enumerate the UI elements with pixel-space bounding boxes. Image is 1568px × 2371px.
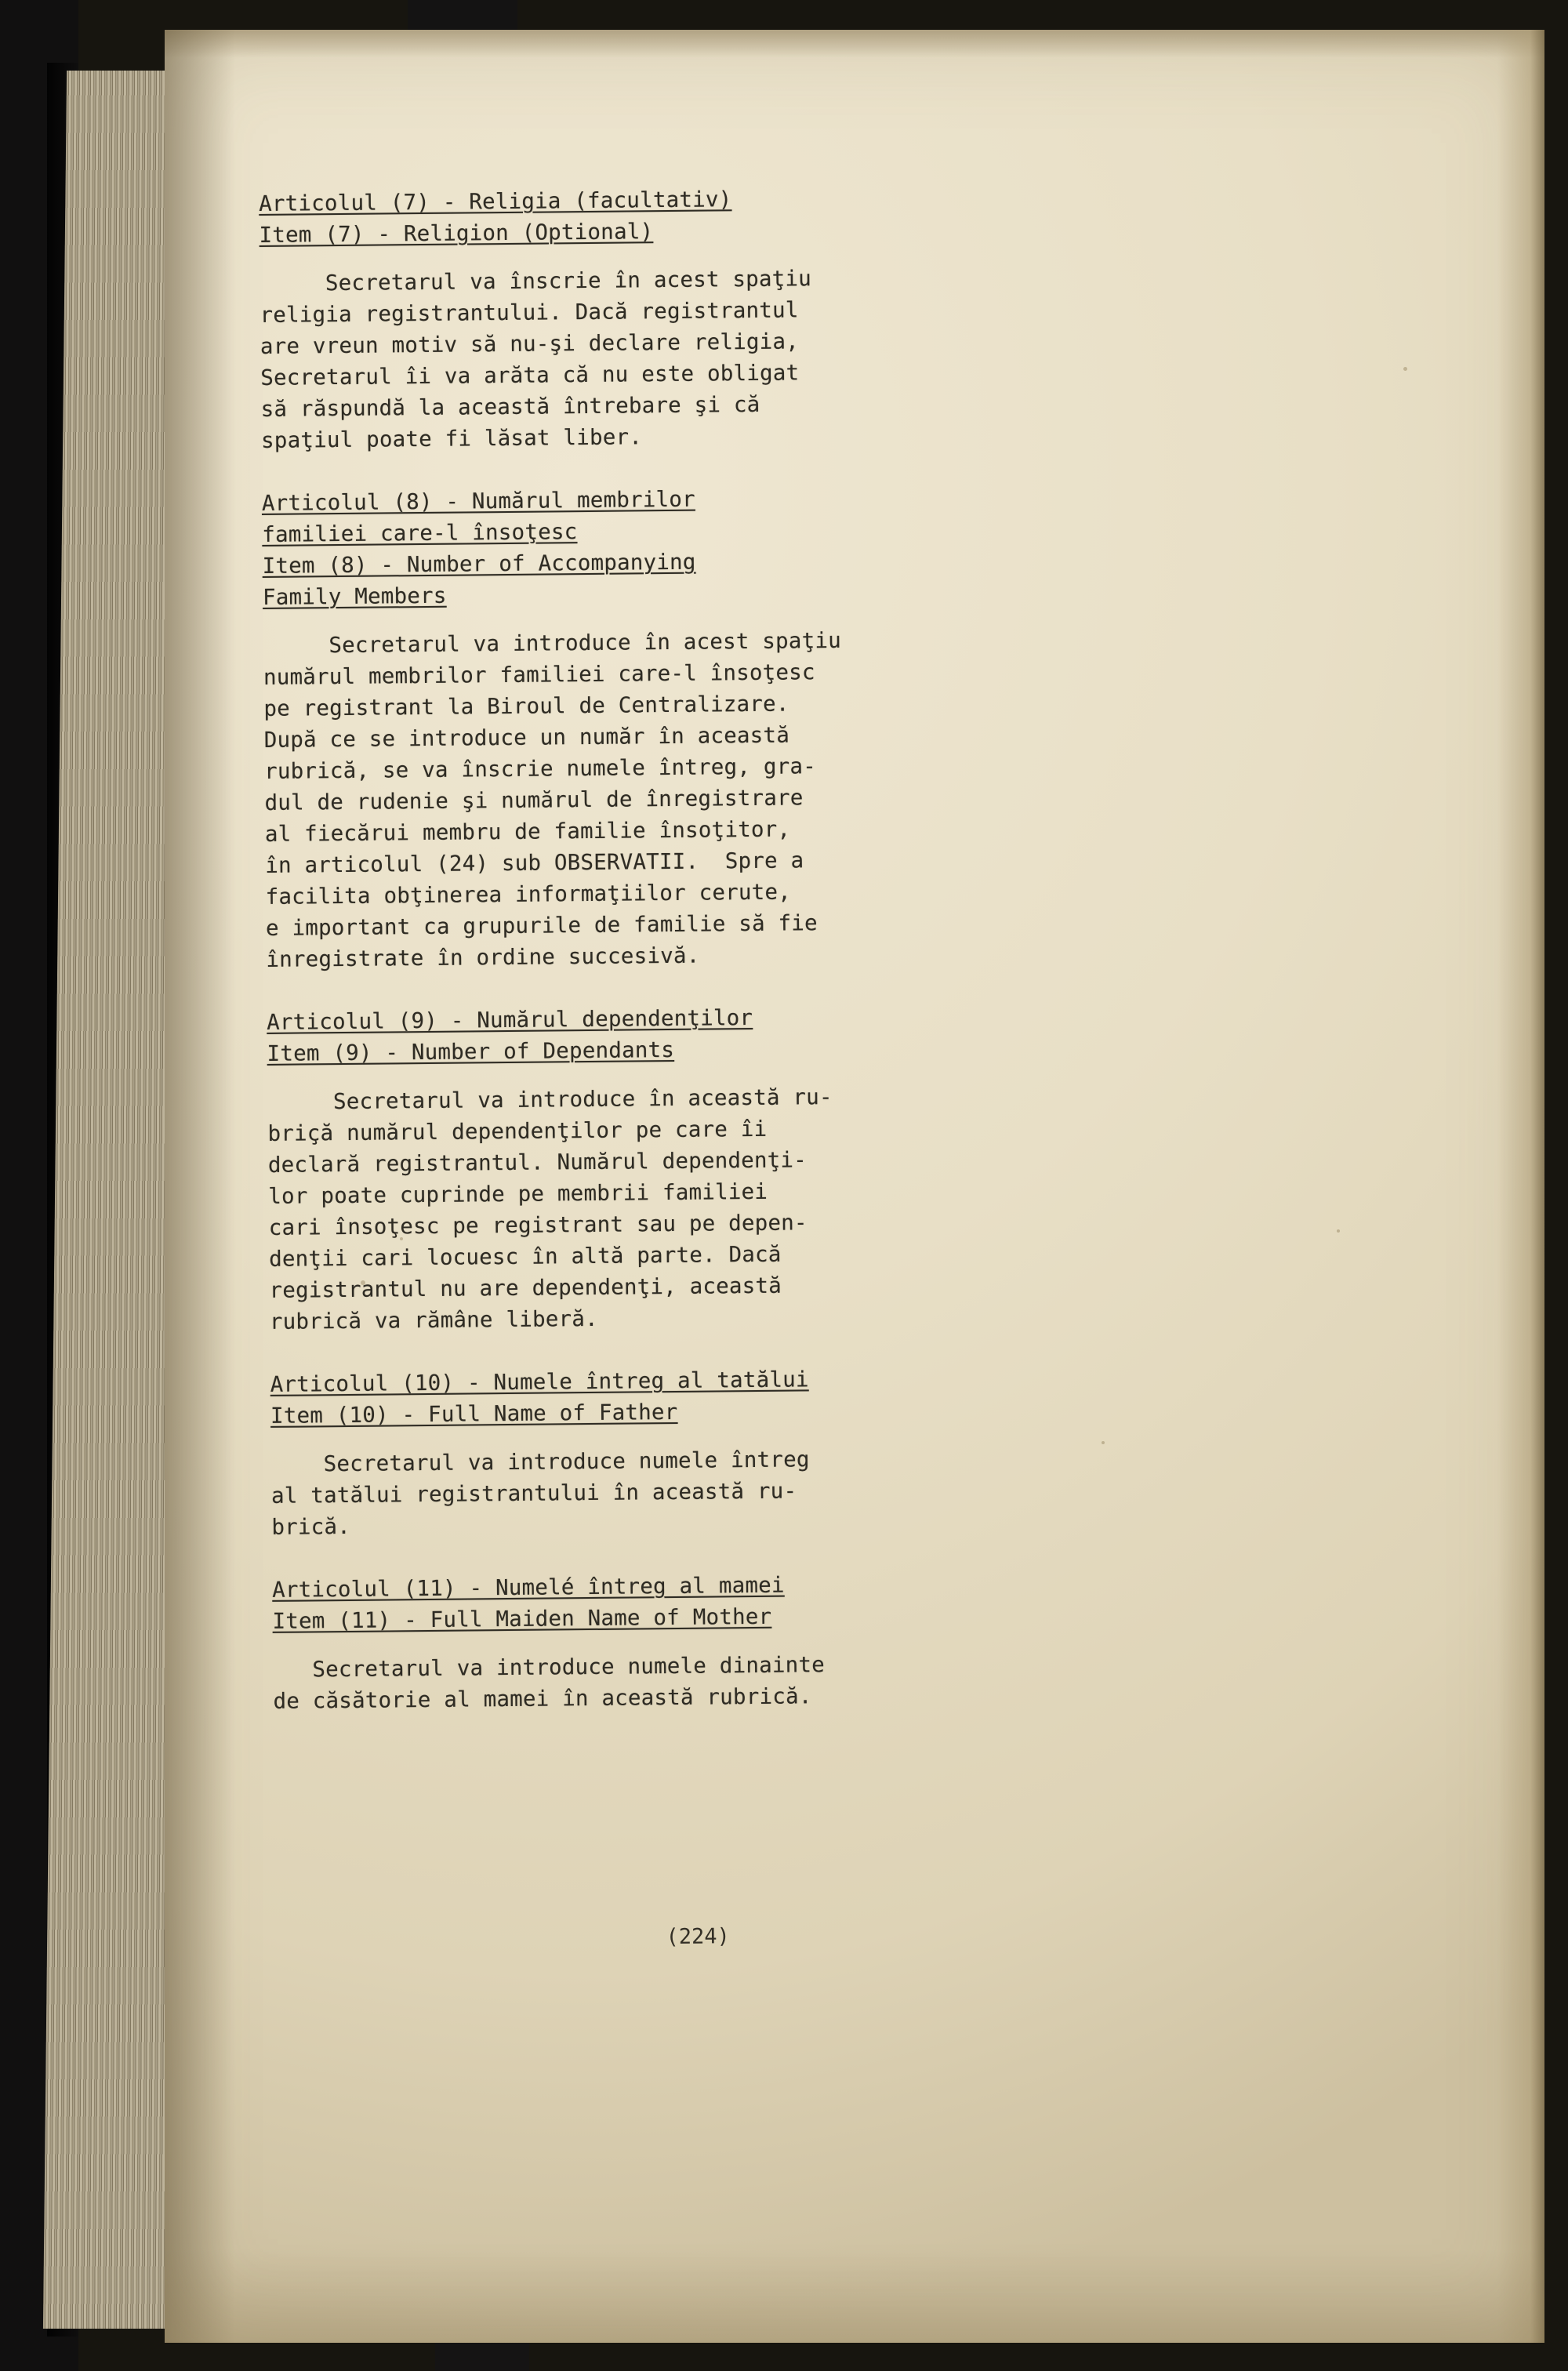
heading-line: Item (11) - Full Maiden Name of Mother: [272, 1603, 772, 1634]
section-heading-item-9: [267, 998, 1145, 1069]
section-heading-item-11: [272, 1566, 1151, 1637]
section-body-item-7: Secretarul va înscrie în acest spaţiu religia registrantului. Dacă registrantul are vreun motiv să nu-şi declare religia, Secretarul îi va arăta că nu este obligat să răspundă la această întrebare şi că spaţiul poate fi lăsat liber.: [260, 266, 812, 453]
paper-speck: [1403, 367, 1407, 371]
section-body-item-11: Secretarul va introduce numele dinainte de căsătorie al mamei în această rubrică.: [272, 1652, 826, 1714]
section-heading-item-7: [259, 180, 1138, 251]
heading-line: Item (7) - Religion (Optional): [259, 219, 654, 248]
heading-line: familiei care-l însoţesc: [262, 519, 578, 547]
section-body-item-10: Secretarul va introduce numele întreg al tatălui registrantului în această ru- brică.: [270, 1447, 810, 1540]
heading-line: Articolul (11) - Numelé întreg al mamei: [272, 1572, 785, 1603]
section-heading-item-10: [270, 1360, 1149, 1432]
section-body-item-9: Secretarul va introduce în această ru- briçă numărul dependenţilor pe care îi declară registrantul. Numărul dependenţi- lor poate cuprinde pe membrii familiei cari însoţesc pe registrant sau pe depen- denţii cari locuesc în altă parte. Dacă registrantul nu are dependenţi, această rubrică va rămâne liberă.: [267, 1084, 833, 1334]
heading-line: Item (9) - Number of Dependants: [267, 1037, 675, 1066]
heading-line: Articolul (9) - Numărul dependenţilor: [267, 1005, 753, 1035]
heading-line: Articolul (10) - Numele întreg al tatălui: [270, 1367, 809, 1397]
heading-line: Articolul (7) - Religia (facultativ): [259, 187, 732, 216]
page-top-shading: [165, 30, 1544, 58]
heading-line: Item (8) - Number of Accompanying: [262, 549, 696, 579]
section-body-item-8: Secretarul va introduce în acest spaţiu numărul membrilor familiei care-l însoţesc pe registrant la Biroul de Centralizare. După ce se introduce un număr în această rubrică, se va înscrie numele întreg, gra- dul de rudenie şi numărul de înregistrare al fiecărui membru de familie însoţitor, în articolul (24) sub OBSERVATII. Spre a facilita obţinerea informaţiilor cerute, e important ca grupurile de familie să fie înregistrate în ordine succesivă.: [263, 627, 842, 972]
page-bottom-shading: [165, 2249, 1544, 2343]
heading-line: Item (10) - Full Name of Father: [270, 1399, 678, 1429]
page-right-shading: [1497, 30, 1544, 2343]
section-heading-item-8: [262, 479, 1141, 613]
page-left-shading: [165, 30, 235, 2343]
heading-line: Family Members: [262, 583, 447, 610]
page-number: (224): [666, 1924, 730, 1950]
page-body-text: [259, 180, 1152, 1745]
paper-speck: [1337, 1229, 1340, 1233]
heading-line: Articolul (8) - Numărul membrilor: [261, 486, 695, 516]
